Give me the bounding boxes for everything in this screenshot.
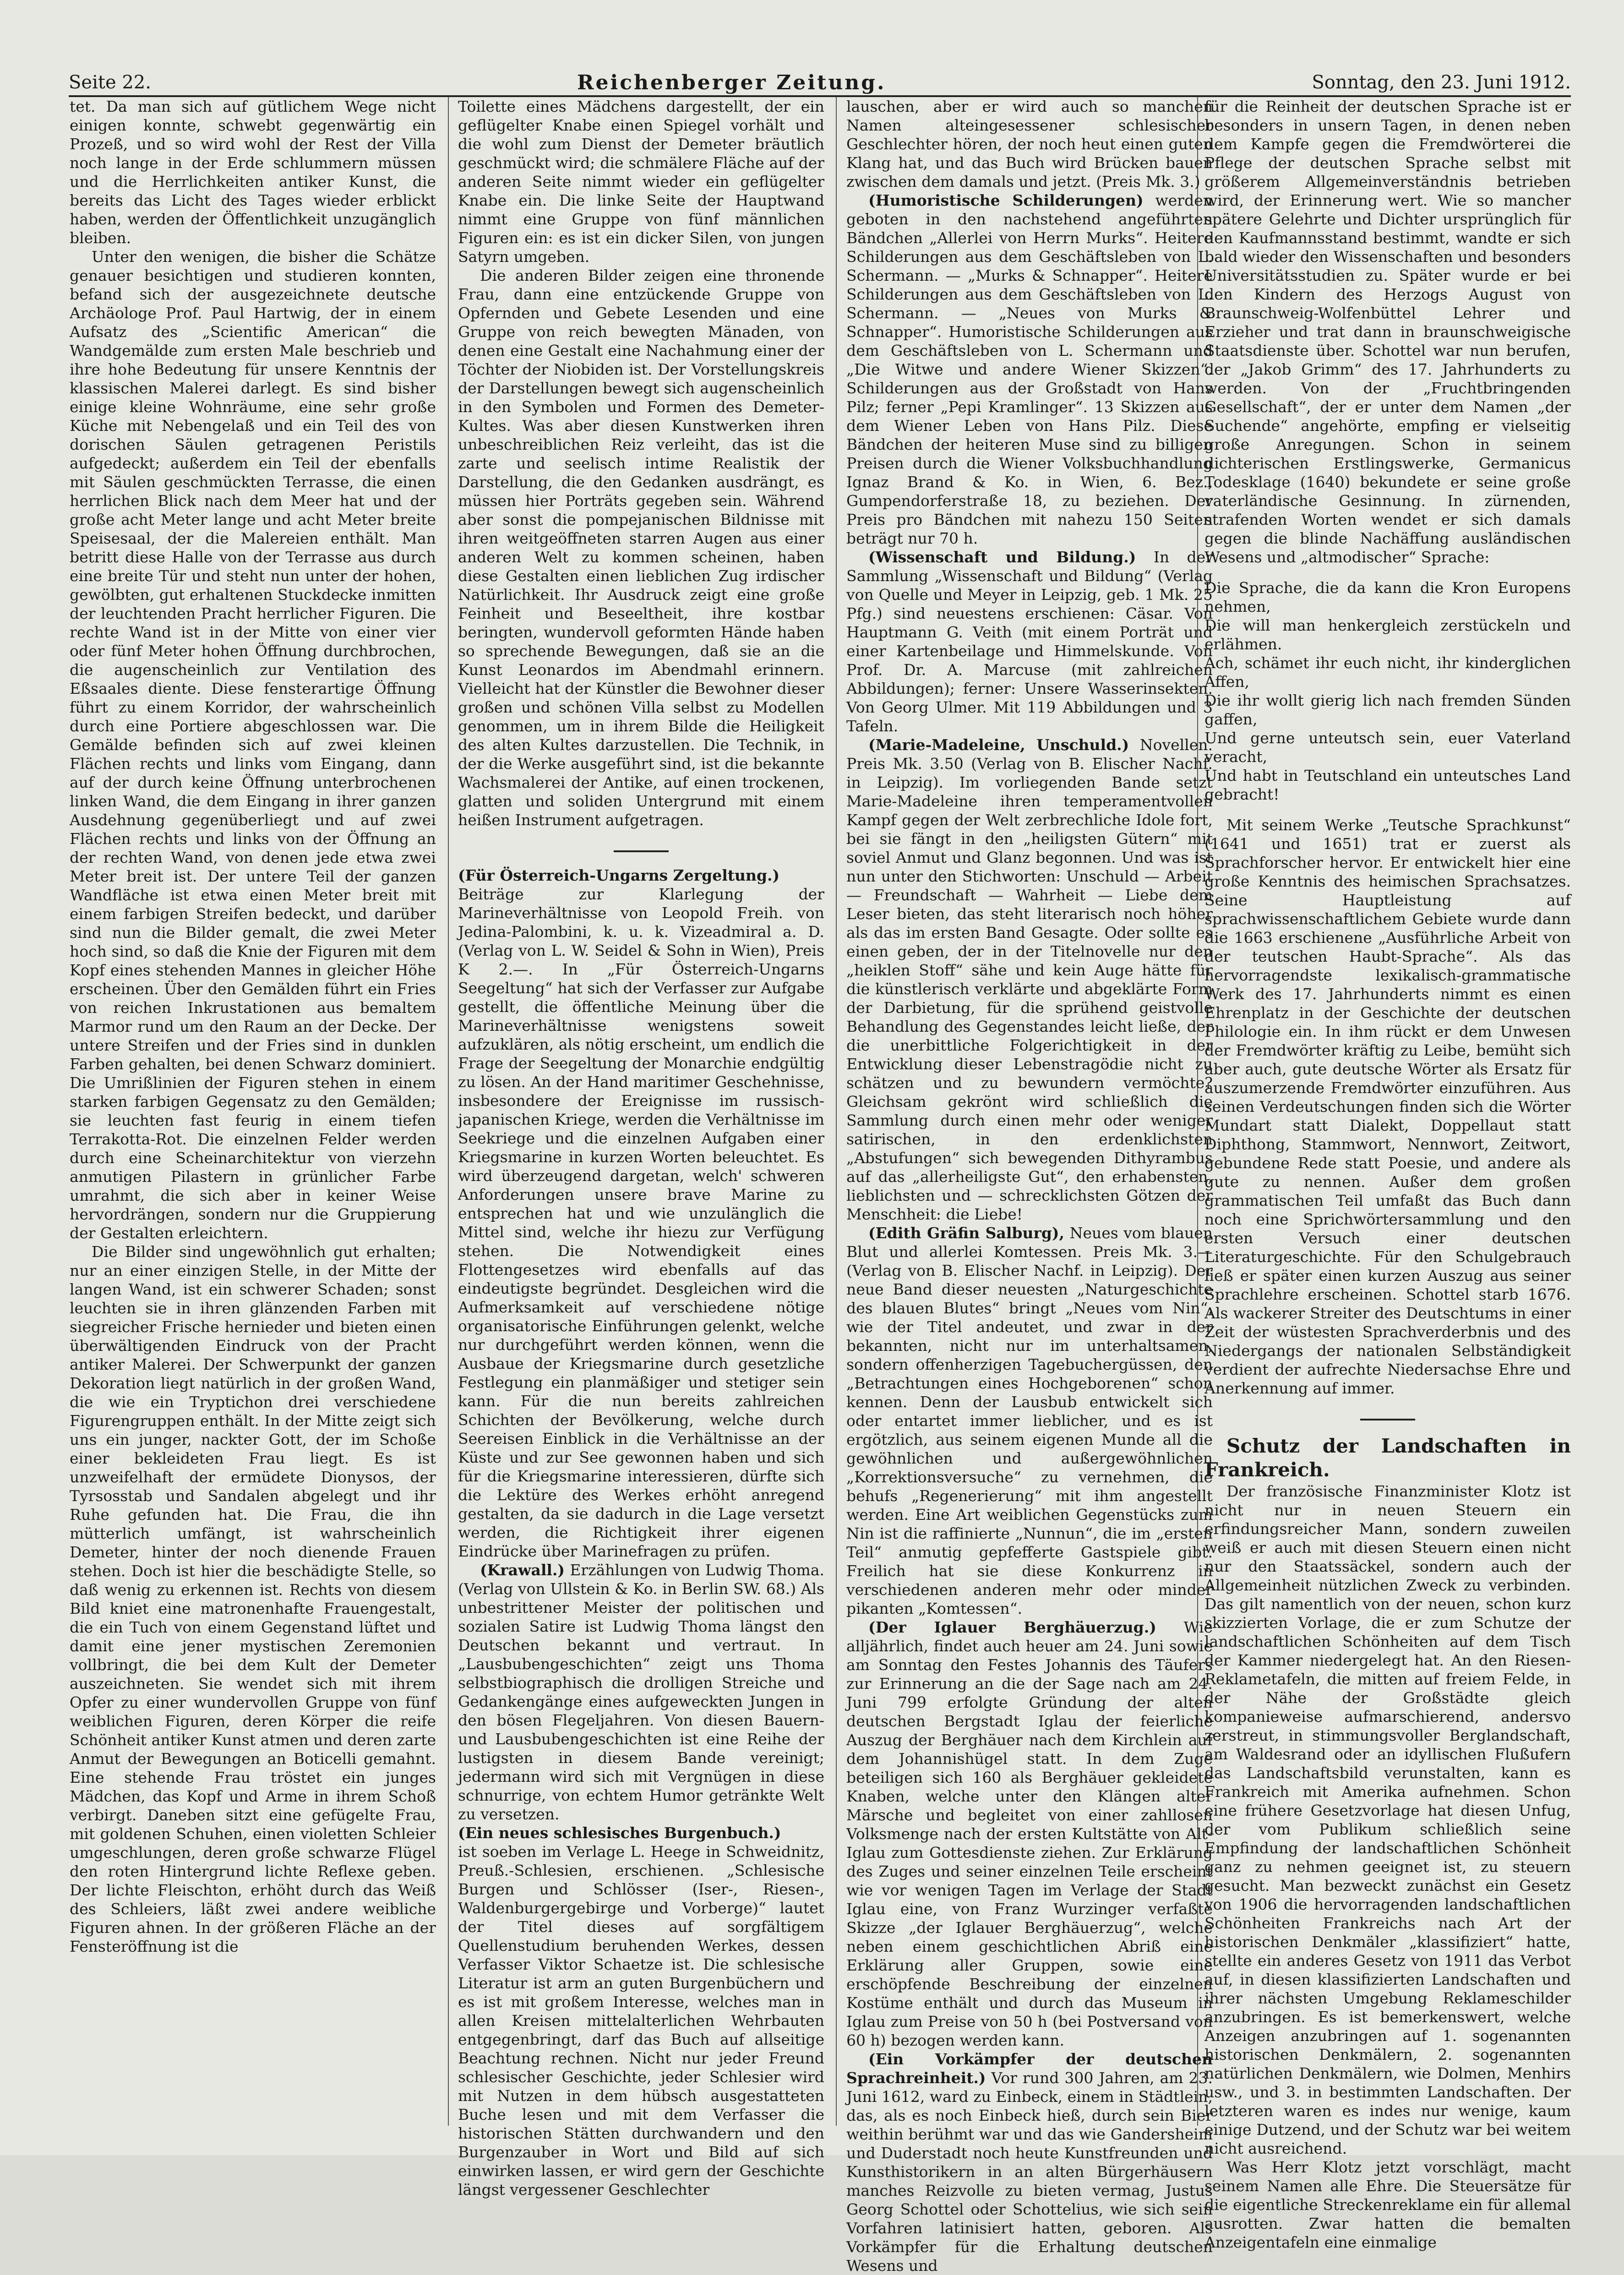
paragraph: Toilette eines Mädchens dargestellt, der ein geflügelter Knabe einen Spiegel vorhält und die wohl zum Dienst der Demeter bräutlich geschmückt wird; die schmälere Fläche auf der anderen Seite nimmt wieder ein geflügelter Knabe ein. Die linke Seite der Hauptwand nimmt eine Gruppe von fünf männlichen Figuren ein: es ist ein dicker Silen, von jungen Satyrn umgeben. <box>458 98 824 266</box>
paragraph: Was Herr Klotz jetzt vorschlägt, macht seinem Namen alle Ehre. Die Steuersätze für die eigentliche Streckenreklame ein für allemal ausrotten. Zwar hatten die bemalten Anzeigentafeln eine einmalige <box>1204 2158 1571 2251</box>
paragraph: Die Bilder sind ungewöhnlich gut erhalten; nur an einer einzigen Stelle, in der Mitte der langen Wand, ist ein schwerer Schaden; sonst leuchten sie in ihren glänzenden Farben mit siegreicher Frische hernieder und bieten einen überwältigenden Eindruck von der Pracht antiker Malerei. Der Schwerpunkt der ganzen Dekoration liegt natürlich in der großen Wand, die wie ein Tryptichon drei verschiedene Figurengruppen enthält. In der Mitte zeigt sich uns ein junger, nackter Gott, der im Schoße einer bekleideten Frau liegt. Es ist unzweifelhaft der ermüdete Dionysos, der Tyrsosstab und Sandalen abgelegt und ihr Ruhe gefunden hat. Die Frau, die ihn mütterlich umfängt, ist wahrscheinlich Demeter, hinter der noch dienende Frauen stehen. Doch ist hier die beschädigte Stelle, so daß wenig zu erkennen ist. Rechts von diesem Bild kniet eine matronenhafte Frauengestalt, die ein Tuch von einem Gegenstand lüftet und damit eine jener mystischen Zeremonien vollbringt, die bei dem Kult der Demeter auszeichneten. Sie wendet sich mit ihrem Opfer zu einer wundervollen Gruppe von fünf weiblichen Figuren, deren Körper die reife Schönheit antiker Kunst atmen und deren zarte Anmut der Bewegungen an Boticelli gemahnt. Eine stehende Frau tröstet ein junges Mädchen, das Kopf und Arme in ihrem Schoß verbirgt. Daneben sitzt eine gefügelte Frau, mit goldenen Schuhen, einen violetten Schleier umgeschlungen, deren große schwarze Flügel den roten Hintergrund lichte Reflexe geben. Der lichte Fleischton, erhöht durch das Weiß des Schleiers, läßt zwei andere weibliche Figuren ahnen. In der größeren Fläche an der Fensteröffnung ist die <box>70 1243 436 1955</box>
review-text: werden geboten in den nachstehend angeführten Bändchen „Allerlei von Herrn Murks“. Heitere Schilderungen aus dem Geschäftsleben von L. Schermann. — „Murks & Schnapper“. Heitere Schilderungen aus dem Geschäftsleben von L. Schermann. — „Neues von Murks & Schnapper“. Humoristische Schilderungen aus dem Geschäftsleben von L. Schermann und „Die Witwe und andere Wiener Skizzen“. Schilderungen aus der Großstadt von Hans Pilz; ferner „Pepi Kramlinger“. 13 Skizzen aus dem Wiener Leben von Hans Pilz. Diese Bändchen der heiteren Muse sind zu billigen Preisen durch die Wiener Volksbuchhandlung Ignaz Brand & Ko. in Wien, 6. Bez., Gumpendorferstraße 18, zu beziehen. Der Preis pro Bändchen mit nahezu 150 Seiten beträgt nur 70 h. <box>846 191 1213 547</box>
verse-line: Ach, schämet ihr euch nicht, ihr kinderglichen Affen, <box>1204 654 1571 691</box>
verse-line: Und habt in Teutschland ein unteutsches Land gebracht! <box>1204 767 1571 803</box>
review-text: In der Sammlung „Wissenschaft und Bildung“ (Verlag von Quelle und Meyer in Leipzig, geb. 1 Mk. 25 Pfg.) sind neuestens erschienen: Cäsar. Von Hauptmann G. Veith (mit einem Porträt und einer Kartenbeilage und Himmelskunde. Von Prof. Dr. A. Marcuse (mit zahlreichen Abbildungen); ferner: Unsere Wasserinsekten. Von Georg Ulmer. Mit 119 Abbildungen und 3 Tafeln. <box>846 548 1213 735</box>
verse-line: Die will man henkergleich zerstückeln und erlähmen. <box>1204 616 1571 653</box>
column-divider <box>448 97 449 2126</box>
paragraph: für die Reinheit der deutschen Sprache ist er besonders in unsern Tagen, in denen neben dem Kampfe gegen die Fremdwörterei die Pflege der deutschen Sprache selbst mit größerem Allgemeinverständnis betrieben wird, der Erinnerung wert. Wie so mancher spätere Gelehrte und Dichter ursprünglich für den Kaufmannsstand bestimmt, wandte er sich bald wieder den Wissenschaften und besonders Universitätsstudien zu. Später wurde er bei den Kindern des Herzogs August von Braunschweig-Wolfenbüttel Lehrer und Erzieher und trat dann in braunschweigische Staatsdienste über. Schottel war nun berufen, der „Jakob Grimm“ des 17. Jahrhunderts zu werden. Von der „Fruchtbringenden Gesellschaft“, der er unter dem Namen „der Suchende“ angehörte, empfing er vielseitig große Anregungen. Schon in seinem dichterischen Erstlingswerke, Germanicus Todesklage (1640) bekundete er seine große vaterländische Gesinnung. In zürnenden, strafenden Worten wendet er sich damals gegen die blinde Nachäffung ausländischen Wesens und „altmodischer“ Sprache: <box>1204 98 1571 566</box>
column-2 <box>458 97 824 2199</box>
verse-line: Und gerne unteutsch sein, euer Vaterland veracht, <box>1204 729 1571 766</box>
review-title: (Humoristische Schilderungen) <box>868 191 1144 209</box>
paragraph: Unter den wenigen, die bisher die Schätze genauer besichtigen und studieren konnten, befand sich der ausgezeichnete deutsche Archäologe Prof. Paul Hartwig, der in einem Aufsatz des „Scientific American“ die Wandgemälde zum ersten Male beschrieb und ihre hohe Bedeutung für unsere Kenntnis der klassischen Malerei darlegt. Es sind bisher einige kleine Wohnräume, eine sehr große Küche mit Nebengelaß und ein Teil des von dorischen Säulen getragenen Peristils aufgedeckt; außerdem ein Teil der ebenfalls mit Säulen geschmückten Terrasse, die einen herrlichen Blick nach dem Meer hat und der große acht Meter lange und acht Meter breite Speisesaal, der die Malereien enthält. Man betritt diese Halle von der Terrasse aus durch eine breite Tür und steht nun unter der hohen, gewölbten, gut erhaltenen Stuckdecke inmitten der leuchtenden Pracht herrlicher Figuren. Die rechte Wand ist in der Mitte von einer vier oder fünf Meter hohen Öffnung durchbrochen, die augenscheinlich zur Ventilation des Eßsaales diente. Diese fensterartige Öffnung führt zu einem Korridor, der wahrscheinlich durch eine Portiere abgeschlossen war. Die Gemälde befinden sich auf zwei kleinen Flächen rechts und links vom Eingang, dann auf der durch keine Öffnung unterbrochenen linken Wand, die dem Eingang in ihrer ganzen Ausdehnung gegenüberliegt und auf zwei Flächen rechts und links von der Öffnung an der rechten Wand, von denen jede etwa zwei Meter breit ist. Der untere Teil der ganzen Wandfläche ist etwa einen Meter breit mit einem farbigen Streifen bedeckt, und darüber sind nun die Bilder gemalt, die zwei Meter hoch sind, so daß die Knie der Figuren mit dem Kopf eines stehenden Mannes in gleicher Höhe erscheinen. Über den Gemälden führt ein Fries von reichen Inkrustationen aus bemaltem Marmor rund um den Raum an der Decke. Der untere Streifen und der Fries sind in dunklen Farben gehalten, bei denen Schwarz dominiert. Die Umrißlinien der Figuren stehen in einem starken farbigen Gegensatz zu den Gemälden; sie leuchten fast feurig in einem tiefen Terrakotta-Rot. Die einzelnen Felder werden durch eine Scheinarchitektur von vierzehn anmutigen Pilastern in grünlicher Farbe umrahmt, die sich aber in keiner Weise hervordrängen, sondern nur die Gruppierung der Gestalten erleichtern. <box>70 248 436 1242</box>
review-title: (Marie-Madeleine, Unschuld.) <box>868 736 1129 754</box>
review-text: Neues vom blauen Blut und allerlei Komtessen. Preis Mk. 3.— (Verlag von B. Elischer Nachf. in Leipzig). Der neue Band dieser neuesten „Naturgeschichte des blauen Blutes“ bringt „Neues vom Nin“, wie der Titel andeutet, und zwar in der bekannten, nicht nur im unterhaltsamen, sondern offenherzigen Tagebuchergüssen, den „Betrachtungen eines Hochgeborenen“ schon kennen. Denn der Lausbub entwickelt sich oder entartet immer lieblicher, und es ist ergötzlich, aus seinem eigenen Munde all die gewöhnlichen und außergewöhnlichen „Korrektionsversuche“ zu vernehmen, die behufs „Regenerierung“ mit ihm angestellt werden. Eine Art weiblichen Gegenstücks zum Nin ist die raffinierte „Nunnun“, die im „ersten Teil“ anmutig gepfefferte Gastspiele gibt. Freilich hat sie diese Konkurrenz in verschiedenen anderen mehr oder minder pikanten „Komtessen“. <box>846 1224 1213 1617</box>
review-text: Beiträge zur Klarlegung der Marineverhältnisse von Leopold Freih. von Jedina-Palombini, k. u. k. Vizeadmiral a. D. (Verlag von L. W. Seidel & Sohn in Wien), Preis K 2.—. In „Für Österreich-Ungarns Seegeltung“ hat sich der Verfasser zur Aufgabe gestellt, die öffentliche Meinung über die Marineverhältnisse wenigstens soweit aufzuklären, als nötig erscheint, um endlich die Frage der Seegeltung der Monarchie endgültig zu lösen. An der Hand maritimer Geschehnisse, insbesondere der Ereignisse im russisch-japanischen Kriege, werden die Verhältnisse im Seekriege und die einzelnen Aufgaben einer Kriegsmarine in kurzen Worten beleuchtet. Es wird überzeugend dargetan, welch' schweren Anforderungen unsere brave Marine zu entsprechen hat und wie unzulänglich die Mittel sind, welche ihr hiezu zur Verfügung stehen. Die Notwendigkeit eines Flottengesetzes wird ebenfalls auf das eindeutigste begründet. Desgleichen wird die Aufmerksamkeit auf verschiedene nötige organisatorische Einführungen gelenkt, welche nur durchgeführt werden können, wenn die Ausbaue der Kriegsmarine durch gesetzliche Festlegung ein planmäßiger und stetiger sein kann. Für die nun bereits zahlreichen Schichten der Bevölkerung, welche durch Seereisen Einblick in die Verhältnisse an der Küste und zur See gewonnen haben und sich für die Kriegsmarine interessieren, dürfte sich die Lektüre des Werkes erhöht anregend gestalten, da sie dadurch in die Lage versetzt werden, die Richtigkeit ihrer eigenen Eindrücke über Marinefragen zu prüfen. <box>458 885 824 1560</box>
review-text: Novellen. Preis Mk. 3.50 (Verlag von B. Elischer Nachf. in Leipzig). Im vorliegenden Bande setzt Marie-Madeleine ihren temperamentvollen Kampf gegen der Welt zerbrechliche Idole fort, bei sie fängt in den „heiligsten Gütern“ mit soviel Anmut und Glanz begonnen. Und was ist nun unter den Stichworten: Unschuld — Arbeit — Freundschaft — Wahrheit — Liebe dem Leser bieten, das steht literarisch noch höher als das im ersten Band Gesagte. Oder sollte es einen geben, der in der Titelnovelle nur den „heiklen Stoff“ sähe und kein Auge hätte für die künstlerisch verklärte und abgeklärte Form der Darbietung, für die sprühend geistvolle Behandlung des Gegenstandes leicht ließe, der die unerbittliche Folgerichtigkeit in der Entwicklung dieser Lebenstragödie nicht zu schätzen und zu bewundern vermöchte? Gleichsam gekrönt wird schließlich die Sammlung durch einen mehr oder weniger satirischen, in den erdenklichsten „Abstufungen“ sich bewegenden Dithyrambus auf das „allerheiligste Gut“, den erhabensten, lieblichsten und — schrecklichsten Götzen der Menschheit: die Liebe! <box>846 736 1213 1223</box>
review-title: (Ein neues schlesisches Burgenbuch.) <box>458 1824 781 1842</box>
column-4 <box>1204 97 1571 2251</box>
review-text: ist soeben im Verlage L. Heege in Schweidnitz, Preuß.-Schlesien, erschienen. „Schlesische Burgen und Schlösser (Iser-, Riesen-, Waldenburgergebirge und Vorberge)“ lautet der Titel dieses auf sorgfältigem Quellenstudium beruhenden Werkes, dessen Verfasser Viktor Schaetze ist. Die schlesische Literatur ist arm an guten Burgenbüchern und es ist mit großem Interesse, welches man in allen Kreisen mittelalterlichen Wehrbauten entgegenbringt, darf das Buch auf allseitige Beachtung rechnen. Nicht nur jeder Freund schlesischer Geschichte, jeder Schlesier wird mit Nutzen in dem hübsch ausgestatteten Buche lesen und mit dem Verfasser die historischen Stätten durchwandern und den Burgenzauber in Wort und Bild auf sich einwirken lassen, er wird gern der Geschichte längst vergessener Geschlechter <box>458 1843 824 2199</box>
section-separator <box>1360 1419 1415 1421</box>
paragraph: tet. Da man sich auf gütlichem Wege nicht einigen konnte, schwebt gegenwärtig ein Prozeß, und so wird wohl der Rest der Villa noch lange in der Erde schlummern müssen und die Herrlichkeiten antiker Kunst, die bereits das Licht des Tages wieder erblickt haben, werden der Öffentlichkeit unzugänglich bleiben. <box>70 98 436 247</box>
review-title: (Für Österreich-Ungarns Zergeltung.) <box>458 866 780 884</box>
paragraph: lauschen, aber er wird auch so manchen Namen alteingesessener schlesischer Geschlechter hören, der noch heut einen guten Klang hat, und das Buch wird Brücken bauen zwischen dem damals und jetzt. (Preis Mk. 3.) <box>846 98 1213 190</box>
page-number: Seite 22. <box>69 72 151 93</box>
verse-line: Die ihr wollt gierig lich nach fremden Sünden gaffen, <box>1204 691 1571 728</box>
review-text: Erzählungen von Ludwig Thoma. (Verlag von Ullstein & Ko. in Berlin SW. 68.) Als unbestrittener Meister der politischen und sozialen Satire ist Ludwig Thoma längst den Deutschen bekannt und vertraut. In „Lausbubengeschichten“ zeigt uns Thoma selbstbiographisch die drolligen Streiche und Gedankengänge eines aufgeweckten Jungen in den bösen Flegeljahren. Von diesen Bauern- und Lausbubengeschichten ist eine Reihe der lustigsten in diesem Bande vereinigt; jedermann wird sich mit Vergnügen in diese schnurrige, von echtem Humor getränkte Welt zu versetzen. <box>458 1561 824 1823</box>
article-headline: Schutz der Landschaften in Frankreich. <box>1204 1435 1571 1481</box>
paragraph: Der französische Finanzminister Klotz ist nicht nur in neuen Steuern ein erfindungsreicher Mann, sondern zuweilen weiß er auch mit diesen Steuern einen nicht nur den Staatssäckel, sondern auch der Allgemeinheit nützlichen Zweck zu verbinden. Das gilt namentlich von der neuen, schon kurz skizzierten Vorlage, die er zum Schutze der landschaftlichen Schönheiten auf dem Tisch der Kammer niedergelegt hat. An den Riesen-Reklametafeln, die mitten auf freiem Felde, in der Nähe der Großstädte gleich kompanieweise aufmarschierend, andersvo zerstreut, in stimmungsvoller Berglandschaft, am Waldesrand oder an idyllischen Flußufern das Landschaftsbild verunstalten, kann es Frankreich mit Amerika aufnehmen. Schon eine frühere Gesetzvorlage hat diesen Unfug, der vom Publikum schließlich seine Empfindung der landschaftlichen Schönheit ganz zu nehmen geeignet ist, zu steuern gesucht. Man bezweckt zunächst ein Gesetz von 1906 die hervorragenden landschaftlichen Schönheiten Frankreichs nach Art der historischen Denkmäler „klassifiziert“ hatte, stellte ein anderes Gesetz von 1911 das Verbot auf, in diesen klassifizierten Landschaften und ihrer nächsten Umgebung Reklameschilder anzubringen. Es ist bemerkenswert, welche Anzeigen anzubringen auf 1. sogenannten historischen Denkmälern, 2. sogenannten natürlichen Denkmälern, wie Dolmen, Menhirs usw., und 3. in bestimmten Landschaften. Der letzteren waren es indes nur wenige, kaum einige Dutzend, und der Schutz war bei weitem nicht ausreichend. <box>1204 1482 1571 2157</box>
paragraph: Die anderen Bilder zeigen eine thronende Frau, dann eine entzückende Gruppe von Opfernden und Gebete Lesenden und eine Gruppe von reich bewegten Mänaden, von denen eine Gestalt eine Nachahmung einer der Töchter der Niobiden ist. Der Vorstellungskreis der Darstellungen bewegt sich augenscheinlich in den Symbolen und Formen des Demeter-Kultes. Was aber diesen Kunstwerken ihren unbeschreiblichen Reiz verleiht, das ist die zarte und seelisch intime Realistik der Darstellung, die den Gedanken ausdrängt, es müssen hier Porträts gegeben sein. Während aber sonst die pompejanischen Bildnisse mit ihren weitgeöffneten starren Augen aus einer anderen Welt zu kommen scheinen, haben diese Gestalten einen lieblichen Zug irdischer Natürlichkeit. Ihr Ausdruck zeigt eine große Feinheit und Beseeltheit, ihre kostbar beringten, wundervoll geformten Hände haben so sprechende Bewegungen, daß sie an die Kunst Leonardos im Abendmahl erinnern. Vielleicht hat der Künstler die Bewohner dieser großen und schönen Villa selbst zu Modellen genommen, um in ihrem Bilde die Heiligkeit des alten Kultes darzustellen. Die Technik, in der die Werke ausgeführt sind, ist die bekannte Wachsmalerei der Antike, auf einen trockenen, glatten und soliden Untergrund mit einem heißen Instrument aufgetragen. <box>458 267 824 829</box>
review-text: Wie alljährlich, findet auch heuer am 24. Juni sowie am Sonntag den Festes Johannis des Täufers zur Erinnerung an die der Sage nach am 24. Juni 799 erfolgte Gründung der alten deutschen Bergstadt Iglau der feierliche Auszug der Berghäuer nach dem Kirchlein auf dem Johannishügel statt. In dem Zuge beteiligen sich 160 als Berghäuer gekleidete Knaben, welche unter den Klängen alter Märsche und begleitet von einer zahllosen Volksmenge nach der ersten Kultstätte von Alt-Iglau zum Gottesdienste ziehen. Zur Erklärung des Zuges und seiner einzelnen Teile erscheint wie vor wenigen Tagen im Verlage der Stadt Iglau eine, von Franz Wurzinger verfaßte Skizze „der Iglauer Berghäuerzug“, welche neben einem geschichtlichen Abriß eine Erklärung aller Gruppen, sowie eine erschöpfende Beschreibung der einzelnen Kostüme enthält und durch das Museum in Iglau zum Preise von 50 h (bei Postversand von 60 h) bezogen werden kann. <box>846 1618 1213 2049</box>
page-header <box>69 69 1571 96</box>
issue-date: Sonntag, den 23. Juni 1912. <box>1312 72 1571 93</box>
column-divider <box>836 97 837 2126</box>
review-title: (Edith Gräfin Salburg), <box>868 1224 1065 1242</box>
review-title: (Der Iglauer Berghäuerzug.) <box>868 1618 1156 1636</box>
review-title: (Krawall.) <box>480 1561 565 1579</box>
review-title: (Ein Vorkämpfer der deutschen Sprachreinheit.) <box>846 2050 1213 2087</box>
verse-line: Die Sprache, die da kann die Kron Europens nehmen, <box>1204 579 1571 615</box>
review-title: (Wissenschaft und Bildung.) <box>868 548 1136 566</box>
column-3 <box>846 97 1213 2275</box>
column-1 <box>70 97 436 2126</box>
section-separator <box>614 850 669 852</box>
review-text: Vor rund 300 Jahren, am 23. Juni 1612, ward zu Einbeck, einem in Städtlein, das, als es noch Einbeck hieß, durch sein Bier weithin berühmt war und das wie Gandersheim und Duderstadt noch heute Kunstfreunden und Kunsthistorikern in an alten Bürgerhäusern manches Reizvolle zu bieten vermag, Justus Georg Schottel oder Schottelius, wie sich sein Vorfahren latinisiert hatten, geboren. Als Vorkämpfer für die Erhaltung deutschen Wesens und <box>846 2069 1213 2275</box>
paragraph: Mit seinem Werke „Teutsche Sprachkunst“ (1641 und 1651) trat er zuerst als Sprachforscher hervor. Er entwickelt hier eine große Kenntnis des heimischen Sprachsatzes. Seine Hauptleistung auf sprachwissenschaftlichem Gebiete wurde dann die 1663 erschienene „Ausführliche Arbeit von der teutschen Haubt-Sprache“. Als das hervorragendste lexikalisch-grammatische Werk des 17. Jahrhunderts nimmt es einen Ehrenplatz in der Geschichte der deutschen Philologie ein. In ihm rückt er dem Unwesen der Fremdwörter kräftig zu Leibe, bemüht sich aber auch, gute deutsche Wörter als Ersatz für auszumerzende Fremdwörter einzuführen. Aus seinen Verdeutschungen finden sich die Wörter Mundart statt Dialekt, Doppellaut statt Diphthong, Stammwort, Nennwort, Zeitwort, gebundene Rede statt Poesie, und andere als gute zu nennen. Außer dem großen grammatischen Teil umfaßt das Buch dann noch eine Sprichwörtersammlung und den ersten Versuch einer deutschen Literaturgeschichte. Für den Schulgebrauch ließ er später einen kurzen Auszug aus seiner Sprachlehre erscheinen. Schottel starb 1676. Als wackerer Streiter des Deutschtums in einer Zeit der wüstesten Sprachverderbnis und des Niedergangs der nationalen Selbständigkeit verdient der aufrechte Niedersachse Ehre und Anerkennung auf immer. <box>1204 816 1571 1397</box>
masthead: Reichenberger Zeitung. <box>577 71 886 94</box>
